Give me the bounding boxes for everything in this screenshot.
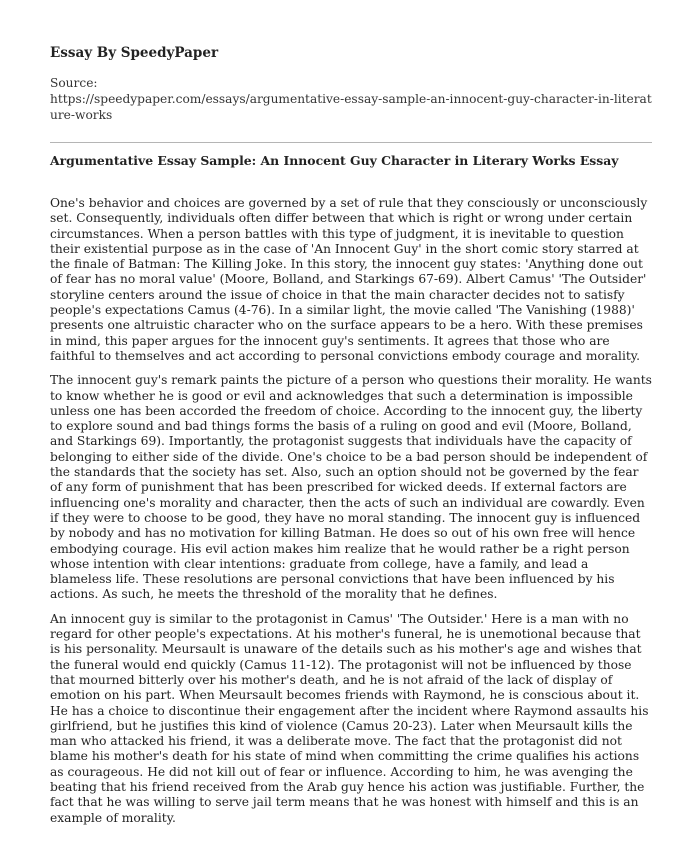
essay-title: Argumentative Essay Sample: An Innocent Guy Character in Literary Works Essay (50, 153, 619, 168)
essay-paragraph-2: The innocent guy's remark paints the picture of a person who questions their morality. He wants to know whether he is good or evil and acknowledges that such a determination is impossible unless one has been accorded the freedom of choice. According to the innocent guy, the liberty to explore sound and bad things forms the basis of a ruling on good and evil (Moore, Bolland, and Starkings 69). Importantly, the protagonist suggests that individuals have the capacity of belonging to either side of the divide. One's choice to be a bad person should be independent of the standards that the society has set. Also, such an option should not be governed by the fear of any form of punishment that has been prescribed for wicked deeds. If external factors are influencing one's morality and character, then the acts of such an individual are cowardly. Even if they were to choose to be good, they have no moral standing. The innocent guy is influenced by nobody and has no motivation for killing Batman. He does so out of his own free will hence embodying courage. His evil action makes him realize that he would rather be a right person whose intention with clear intentions: graduate from college, have a family, and lead a blameless life. These resolutions are personal convictions that have been influenced by his actions. As such, he meets the threshold of the morality that he defines. (50, 373, 652, 602)
document-header-title: Essay By SpeedyPaper (50, 45, 219, 61)
source-label: Source: (50, 76, 98, 90)
source-url[interactable]: https://speedypaper.com/essays/argumentative-essay-sample-an-innocent-guy-character-in-literature-works (50, 92, 652, 122)
essay-paragraph-1: One's behavior and choices are governed by a set of rule that they consciously or unconsciously set. Consequently, individuals often differ between that which is right or wrong under certain circumstances. When a person battles with this type of judgment, it is inevitable to question their existential purpose as in the case of 'An Innocent Guy' in the short comic story starred at the finale of Batman: The Killing Joke. In this story, the innocent guy states: 'Anything done out of fear has no moral value' (Moore, Bolland, and Starkings 67-69). Albert Camus' 'The Outsider' storyline centers around the issue of choice in that the main character decides not to satisfy people's expectations Camus (4-76). In a similar light, the movie called 'The Vanishing (1988)' presents one altruistic character who on the surface appears to be a hero. With these premises in mind, this paper argues for the innocent guy's sentiments. It agrees that those who are faithful to themselves and act according to personal convictions embody courage and morality. (50, 196, 648, 363)
header-divider (50, 142, 652, 143)
source-block (50, 75, 652, 123)
essay-body (50, 196, 652, 826)
essay-paragraph-3: An innocent guy is similar to the protagonist in Camus' 'The Outsider.' Here is a man with no regard for other people's expectations. At his mother's funeral, he is unemotional because that is his personality. Meursault is unaware of the details such as his mother's age and wishes that the funeral would end quickly (Camus 11-12). The protagonist will not be influenced by those that mourned bitterly over his mother's death, and he is not afraid of the lack of display of emotion on his part. When Meursault becomes friends with Raymond, he is conscious about it. He has a choice to discontinue their engagement after the incident where Raymond assaults his girlfriend, but he justifies this kind of violence (Camus 20-23). Later when Meursault kills the man who attacked his friend, it was a deliberate move. The fact that the protagonist did not blame his mother's death for his state of mind when committing the crime qualifies his actions as courageous. He did not kill out of fear or influence. According to him, he was avenging the beating that his friend received from the Arab guy hence his action was justifiable. Further, the fact that he was willing to serve jail term means that he was honest with himself and this is an example of morality. (50, 611, 649, 825)
